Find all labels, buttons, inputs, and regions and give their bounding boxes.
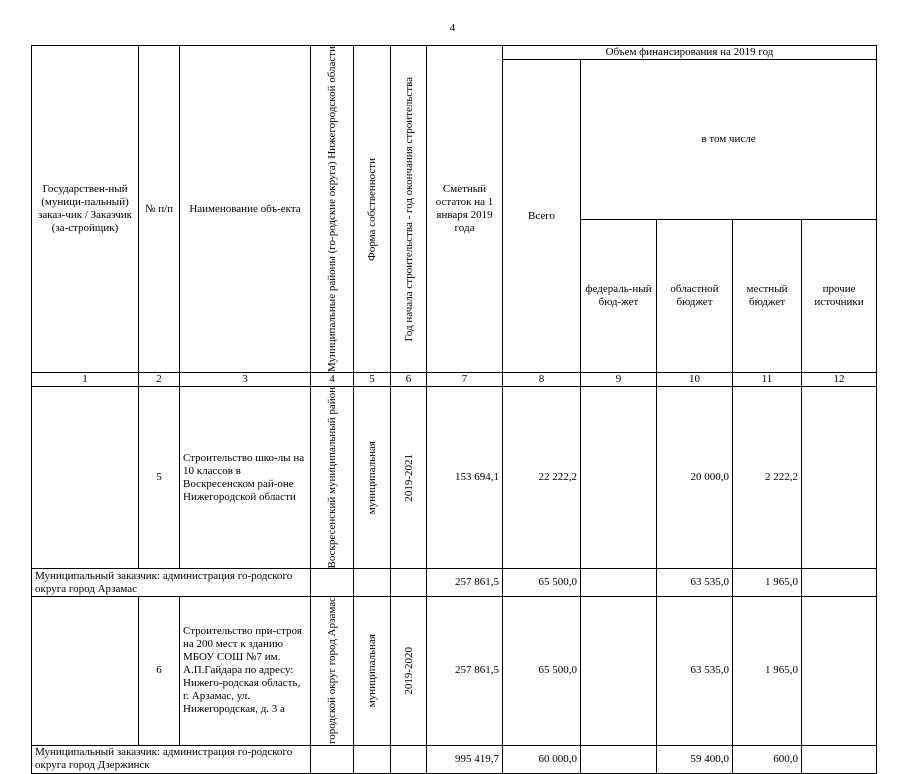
other-value xyxy=(802,387,877,569)
header-local: местный бюджет xyxy=(733,220,802,373)
remainder-value: 153 694,1 xyxy=(427,387,503,569)
years: 2019-2020 xyxy=(391,597,427,745)
column-number: 6 xyxy=(391,373,427,387)
district: Воскресенский муниципальный район xyxy=(311,387,354,569)
federal-value xyxy=(581,597,657,745)
local-value: 1 965,0 xyxy=(733,597,802,745)
header-object-name: Наименование объ-екта xyxy=(180,46,311,373)
row-number: 6 xyxy=(139,597,180,745)
years: 2019-2021 xyxy=(391,387,427,569)
header-federal: федераль-ный бюд-жет xyxy=(581,220,657,373)
column-number: 2 xyxy=(139,373,180,387)
customer-label: Муниципальный заказчик: администрация го-родского округа город Арзамас xyxy=(32,569,311,597)
header-regional: областной бюджет xyxy=(657,220,733,373)
total-value: 65 500,0 xyxy=(503,597,581,745)
object-name: Строительство при-строя на 200 мест к зданию МБОУ СОШ №7 им. А.П.Гайдара по адресу: Нижего-родская область, г. Арзамас, ул. Нижегородская, д. 3 а xyxy=(180,597,311,745)
customer-row xyxy=(32,745,877,773)
column-number: 5 xyxy=(354,373,391,387)
local-value: 600,0 xyxy=(733,745,802,773)
district: городской округ город Арзамас xyxy=(311,597,354,745)
column-number: 3 xyxy=(180,373,311,387)
remainder-value: 257 861,5 xyxy=(427,569,503,597)
table-row xyxy=(32,387,877,569)
ownership: муниципальная xyxy=(354,597,391,745)
header-district: Муниципальные районы (го-родские округа) Нижегородской области xyxy=(311,46,354,373)
local-value: 1 965,0 xyxy=(733,569,802,597)
local-value: 2 222,2 xyxy=(733,387,802,569)
other-value xyxy=(802,745,877,773)
remainder-value: 995 419,7 xyxy=(427,745,503,773)
column-number: 9 xyxy=(581,373,657,387)
customer-row xyxy=(32,569,877,597)
column-numbers-row xyxy=(32,373,877,387)
header-funding: Объем финансирования на 2019 год xyxy=(503,46,877,60)
total-value: 22 222,2 xyxy=(503,387,581,569)
column-number: 11 xyxy=(733,373,802,387)
header-number: № п/п xyxy=(139,46,180,373)
federal-value xyxy=(581,569,657,597)
federal-value xyxy=(581,387,657,569)
column-number: 12 xyxy=(802,373,877,387)
regional-value: 63 535,0 xyxy=(657,569,733,597)
header-total: Всего xyxy=(503,60,581,373)
table-row xyxy=(32,597,877,745)
column-number: 7 xyxy=(427,373,503,387)
column-number: 10 xyxy=(657,373,733,387)
header-years: Год начала строительства - год окончания строительства xyxy=(391,46,427,373)
other-value xyxy=(802,597,877,745)
header-ownership: Форма собственности xyxy=(354,46,391,373)
page-number: 4 xyxy=(449,22,456,34)
header-including: в том числе xyxy=(581,60,877,220)
column-number: 1 xyxy=(32,373,139,387)
remainder-value: 257 861,5 xyxy=(427,597,503,745)
object-name: Строительство шко-лы на 10 классов в Воскресенском рай-оне Нижегородской области xyxy=(180,387,311,569)
financing-table xyxy=(31,45,877,774)
total-value: 65 500,0 xyxy=(503,569,581,597)
total-value: 60 000,0 xyxy=(503,745,581,773)
header-customer: Государствен-ный (муници-пальный) заказ-чик / Заказчик (за-стройщик) xyxy=(32,46,139,373)
regional-value: 63 535,0 xyxy=(657,597,733,745)
customer-label: Муниципальный заказчик: администрация го-родского округа город Дзержинск xyxy=(32,745,311,773)
row-number: 5 xyxy=(139,387,180,569)
header-remainder: Сметный остаток на 1 января 2019 года xyxy=(427,46,503,373)
header-other: прочие источники xyxy=(802,220,877,373)
column-number: 8 xyxy=(503,373,581,387)
regional-value: 59 400,0 xyxy=(657,745,733,773)
ownership: муниципальная xyxy=(354,387,391,569)
column-number: 4 xyxy=(311,373,354,387)
regional-value: 20 000,0 xyxy=(657,387,733,569)
other-value xyxy=(802,569,877,597)
federal-value xyxy=(581,745,657,773)
